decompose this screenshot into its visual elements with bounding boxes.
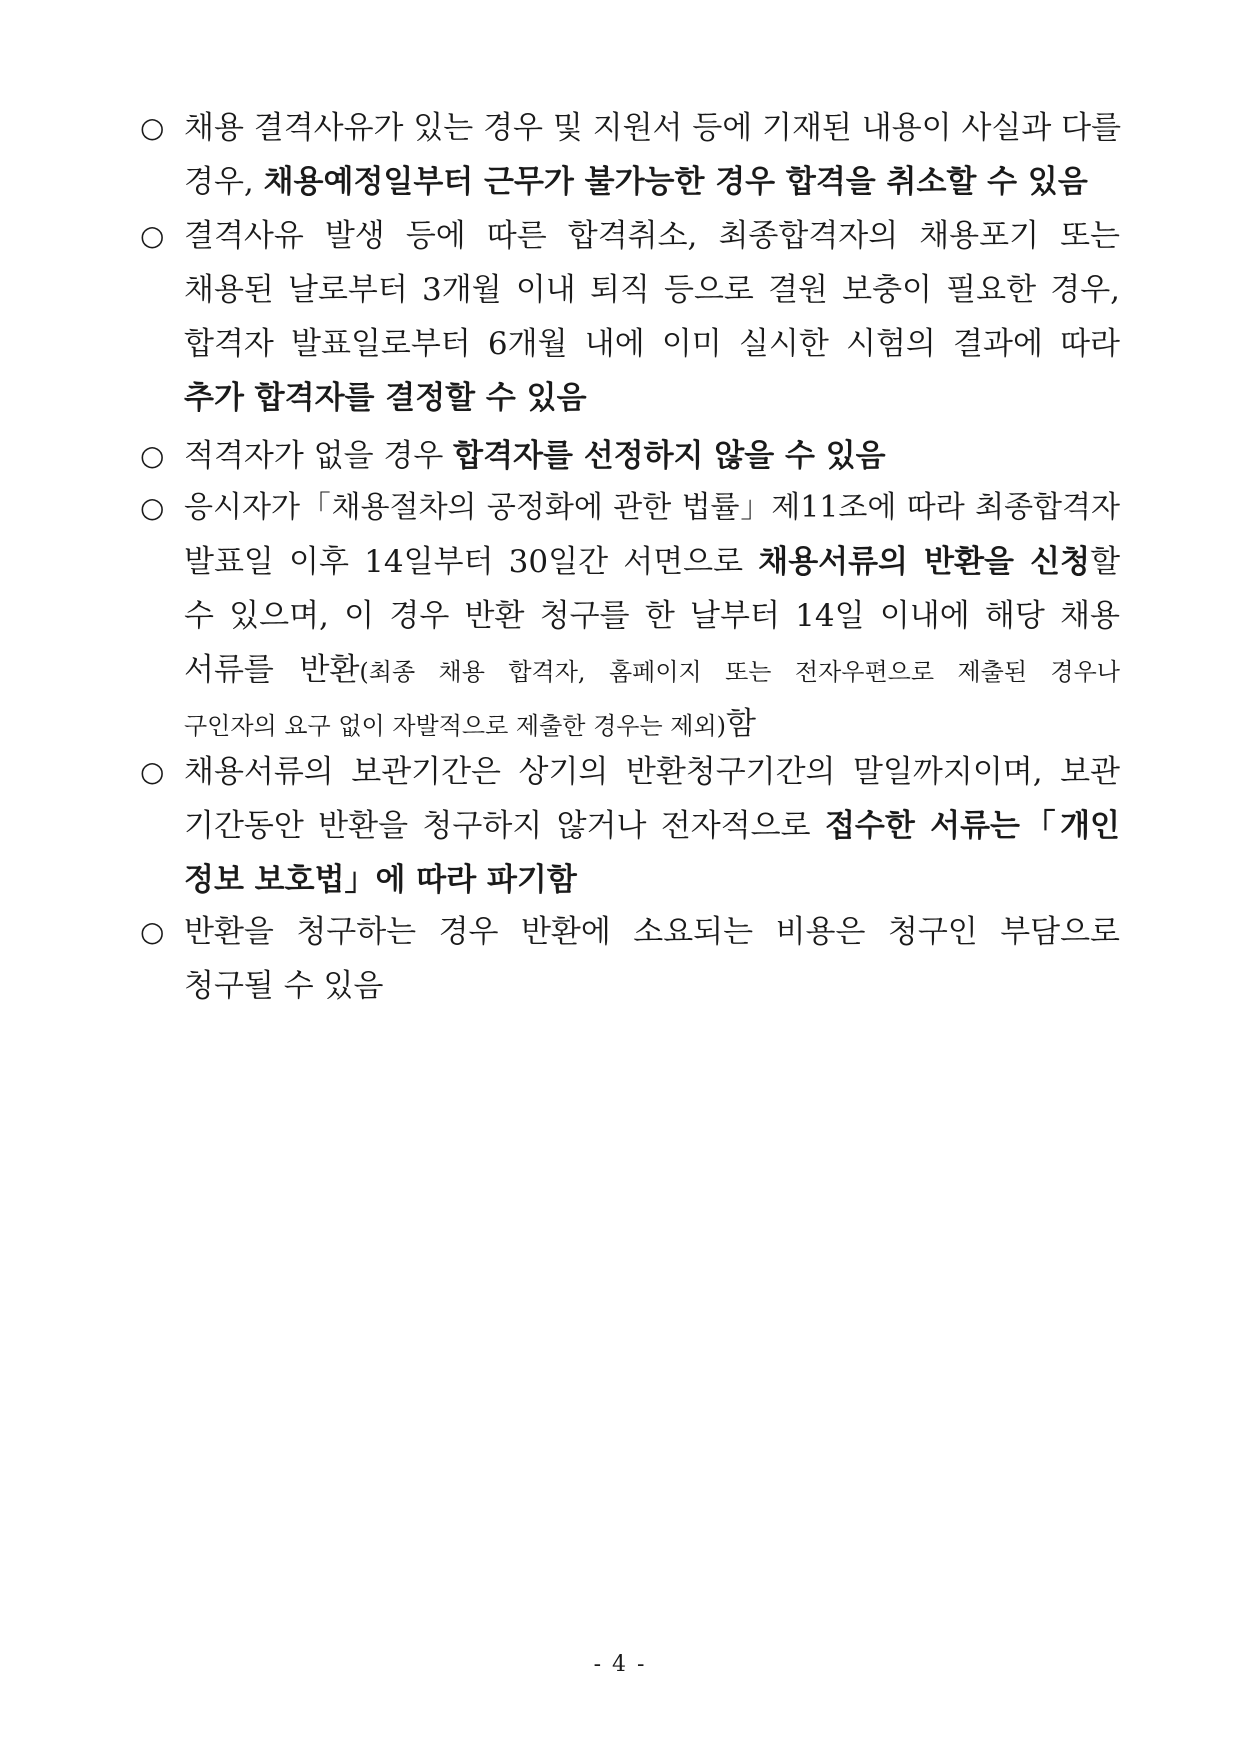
text-line: [184, 744, 1120, 800]
emphasis-text: 추가 합격자를 결정할 수 있음: [184, 380, 587, 416]
text-line: [184, 798, 1120, 854]
text-line: [184, 316, 1120, 372]
body-text: 채용된 날로부터 3개월 이내 퇴직 등으로 결원 보충이 필요한 경우,: [184, 272, 1120, 308]
body-text: 함: [726, 706, 756, 742]
body-text: 채용서류의 보관기간은 상기의 반환청구기간의 말일까지이며, 보관: [184, 754, 1120, 790]
text-line: [184, 480, 1120, 536]
body-text: 청구될 수 있음: [184, 968, 384, 1004]
text-line: [184, 642, 1120, 698]
emphasis-text: 합격자를 선정하지 않을 수 있음: [453, 438, 886, 474]
body-text: 합격자 발표일로부터 6개월 내에 이미 실시한 시험의 결과에 따라: [184, 326, 1120, 362]
bullet-circle-icon: ○: [140, 755, 165, 788]
body-text: 기간동안 반환을 청구하지 않거나 전자적으로: [184, 808, 825, 844]
text-line: [184, 100, 1120, 156]
text-line: [184, 428, 1120, 484]
bullet-circle-icon: ○: [140, 219, 165, 252]
body-text: 경우,: [184, 164, 264, 200]
page-number: - 4 -: [593, 1652, 647, 1677]
text-line: [184, 958, 1120, 1014]
body-text: 수 있으며, 이 경우 반환 청구를 한 날부터 14일 이내에 해당 채용: [184, 598, 1120, 634]
emphasis-text: 채용서류의 반환을 신청: [758, 544, 1091, 580]
text-line: [184, 154, 1120, 210]
bullet-circle-icon: ○: [140, 439, 165, 472]
bullet-circle-icon: ○: [140, 491, 165, 524]
text-line: [184, 588, 1120, 644]
body-text: 채용 결격사유가 있는 경우 및 지원서 등에 기재된 내용이 사실과 다를: [184, 110, 1122, 146]
text-line: [184, 904, 1120, 960]
emphasis-text: 채용예정일부터 근무가 불가능한 경우 합격을 취소할 수 있음: [263, 164, 1088, 200]
body-text: 응시자가「채용절차의 공정화에 관한 법률」제11조에 따라 최종합격자: [184, 490, 1120, 525]
body-text: 반환을 청구하는 경우 반환에 소요되는 비용은 청구인 부담으로: [184, 914, 1120, 950]
body-text: 적격자가 없을 경우: [184, 438, 454, 474]
body-text: 서류를 반환: [184, 652, 360, 688]
body-text: 결격사유 발생 등에 따른 합격취소, 최종합격자의 채용포기 또는: [184, 218, 1120, 254]
text-line: [184, 534, 1120, 590]
emphasis-text: 정보 보호법」에 따라 파기함: [184, 862, 577, 898]
text-line: [184, 852, 1120, 908]
body-text: 할: [1090, 544, 1121, 580]
emphasis-text: 접수한 서류는「개인: [824, 808, 1120, 844]
bullet-circle-icon: ○: [140, 915, 165, 948]
body-text: 발표일 이후 14일부터 30일간 서면으로: [184, 544, 759, 580]
body-text: (최종 채용 합격자, 홈페이지 또는 전자우편으로 제출된 경우나: [359, 658, 1120, 686]
text-line: [184, 262, 1120, 318]
text-line: [184, 370, 1120, 426]
text-line: [184, 208, 1120, 264]
body-text: 구인자의 요구 없이 자발적으로 제출한 경우는 제외): [184, 712, 726, 740]
bullet-circle-icon: ○: [140, 111, 165, 144]
